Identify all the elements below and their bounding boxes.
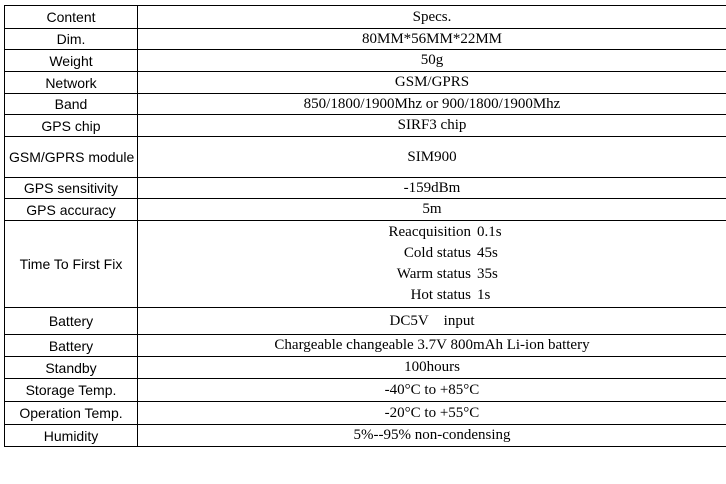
standby-key: Standby [5, 357, 138, 379]
ttff-time: 45s [477, 245, 498, 261]
header-value: Specs. [138, 6, 726, 29]
table-row-header [5, 6, 726, 29]
ttff-label: Cold status [403, 245, 471, 261]
standby-value: 100hours [138, 357, 726, 379]
weight-value: 50g [138, 50, 726, 72]
operation-temp-key: Operation Temp. [5, 402, 138, 425]
gps-accuracy-key: GPS accuracy [5, 199, 138, 221]
battery-key: Battery [5, 335, 138, 357]
table-row-weight [5, 50, 726, 72]
battery-value: Chargeable changeable 3.7V 800mAh Li-ion battery [138, 335, 726, 357]
table-row-battery-input [5, 308, 726, 335]
table-row-gsm-module [5, 137, 726, 178]
gsm-module-value: SIM900 [138, 137, 726, 178]
table-row-gps-chip [5, 115, 726, 137]
table-row-storage-temp [5, 379, 726, 402]
gps-sensitivity-key: GPS sensitivity [5, 178, 138, 199]
ttff-time: 0.1s [477, 224, 502, 240]
ttff-label: Warm status [396, 266, 471, 282]
storage-temp-value: -40°C to +85°C [138, 379, 726, 402]
ttff-label: Reacquisition [388, 224, 471, 240]
table-row-dim [5, 29, 726, 50]
ttff-value [138, 221, 726, 308]
gps-chip-key: GPS chip [5, 115, 138, 137]
weight-key: Weight [5, 50, 138, 72]
gps-accuracy-value: 5m [138, 199, 726, 221]
battery-input-value: DC5V input [138, 308, 726, 335]
ttff-line-hot [142, 285, 722, 306]
dim-key: Dim. [5, 29, 138, 50]
gsm-module-key: GSM/GPRS module [5, 137, 138, 178]
humidity-key: Humidity [5, 425, 138, 447]
ttff-key: Time To First Fix [5, 221, 138, 308]
gps-sensitivity-value: -159dBm [138, 178, 726, 199]
battery-input-key: Battery [5, 308, 138, 335]
spec-table [4, 5, 726, 447]
table-row-humidity [5, 425, 726, 447]
ttff-line-warm [142, 264, 722, 285]
ttff-time: 35s [477, 266, 498, 282]
table-row-network [5, 72, 726, 94]
network-key: Network [5, 72, 138, 94]
table-row-ttff [5, 221, 726, 308]
table-row-operation-temp [5, 402, 726, 425]
network-value: GSM/GPRS [138, 72, 726, 94]
table-row-band [5, 94, 726, 115]
humidity-value: 5%--95% non-condensing [138, 425, 726, 447]
ttff-line-cold [142, 243, 722, 264]
table-row-battery [5, 335, 726, 357]
dim-value: 80MM*56MM*22MM [138, 29, 726, 50]
gps-chip-value: SIRF3 chip [138, 115, 726, 137]
storage-temp-key: Storage Temp. [5, 379, 138, 402]
table-row-gps-accuracy [5, 199, 726, 221]
ttff-line-reacquisition [142, 222, 722, 243]
table-row-standby [5, 357, 726, 379]
band-key: Band [5, 94, 138, 115]
ttff-time: 1s [477, 287, 491, 303]
header-key: Content [5, 6, 138, 29]
table-row-gps-sensitivity [5, 178, 726, 199]
band-value: 850/1800/1900Mhz or 900/1800/1900Mhz [138, 94, 726, 115]
ttff-label: Hot status [410, 287, 471, 303]
operation-temp-value: -20°C to +55°C [138, 402, 726, 425]
